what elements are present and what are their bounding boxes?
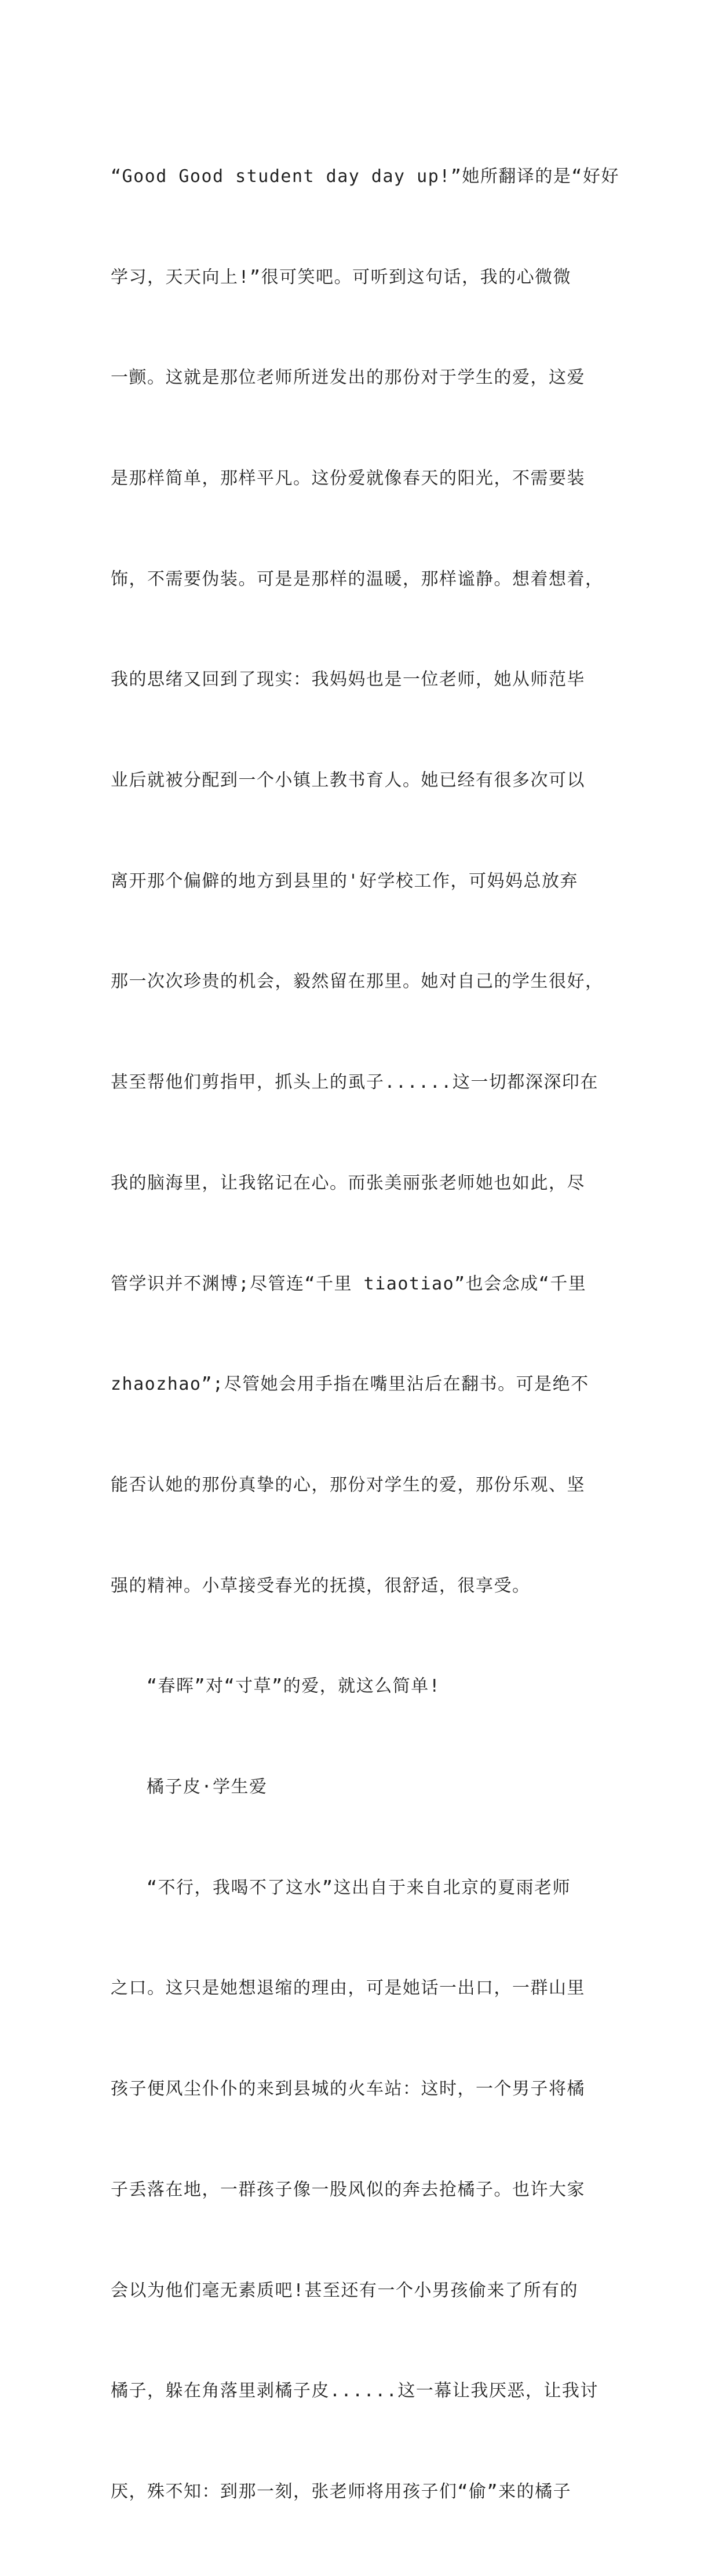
text-line-2: 学习，天天向上!”很可笑吧。可听到这句话，我的心微微 <box>111 267 572 287</box>
text-line-22: 会以为他们毫无素质吧!甚至还有一个小男孩偷来了所有的 <box>111 2280 579 2301</box>
text-line-24: 厌，殊不知：到那一刻，张老师将用孩子们“偷”来的橘子 <box>111 2481 572 2502</box>
text-line-15: 强的精神。小草接受春光的抚摸，很舒适，很享受。 <box>111 1575 531 1596</box>
body-text <box>111 93 619 2576</box>
text-line-13: zhaozhao”;尽管她会用手指在嘴里沾后在翻书。可是绝不 <box>111 1374 589 1395</box>
text-line-12: 管学识并不渊博;尽管连“千里 tiaotiao”也会念成“千里 <box>111 1273 587 1294</box>
text-line-4: 是那样简单，那样平凡。这份爱就像春天的阳光，不需要装 <box>111 468 585 489</box>
text-line-11: 我的脑海里，让我铭记在心。而张美丽张老师她也如此，尽 <box>111 1172 585 1193</box>
text-line-23: 橘子，躲在角落里剥橘子皮......这一幕让我厌恶，让我讨 <box>111 2381 598 2402</box>
text-line-9: 那一次次珍贵的机会，毅然留在那里。她对自己的学生很好， <box>111 971 604 992</box>
text-line-7: 业后就被分配到一个小镇上教书育人。她已经有很多次可以 <box>111 770 585 791</box>
text-line-5: 饰，不需要伪装。可是是那样的温暖，那样谧静。想着想着， <box>111 569 604 589</box>
text-line-8: 离开那个偏僻的地方到县里的'好学校工作，可妈妈总放弃 <box>111 870 579 891</box>
text-line-10: 甚至帮他们剪指甲，抓头上的虱子......这一切都深深印在 <box>111 1072 598 1093</box>
section-heading: 橘子皮·学生爱 <box>147 1777 268 1798</box>
text-line-21: 子丢落在地，一群孩子像一股风似的奔去抢橘子。也许大家 <box>111 2179 585 2200</box>
text-line-18: “不行，我喝不了这水”这出自于来自北京的夏雨老师 <box>147 1877 571 1898</box>
text-line-14: 能否认她的那份真挚的心，那份对学生的爱，那份乐观、坚 <box>111 1474 585 1495</box>
text-line-16: “春晖”对“寸草”的爱，就这么简单! <box>147 1676 441 1697</box>
text-line-1: “Good Good student day day up!”她所翻译的是“好好 <box>111 166 619 187</box>
text-line-19: 之口。这只是她想退缩的理由，可是她话一出口，一群山里 <box>111 1978 585 1999</box>
text-line-20: 孩子便风尘仆仆的来到县城的火车站：这时，一个男子将橘 <box>111 2079 585 2100</box>
text-line-6: 我的思绪又回到了现实：我妈妈也是一位老师，她从师范毕 <box>111 669 585 690</box>
text-line-3: 一颤。这就是那位老师所迸发出的那份对于学生的爱，这爱 <box>111 367 585 388</box>
